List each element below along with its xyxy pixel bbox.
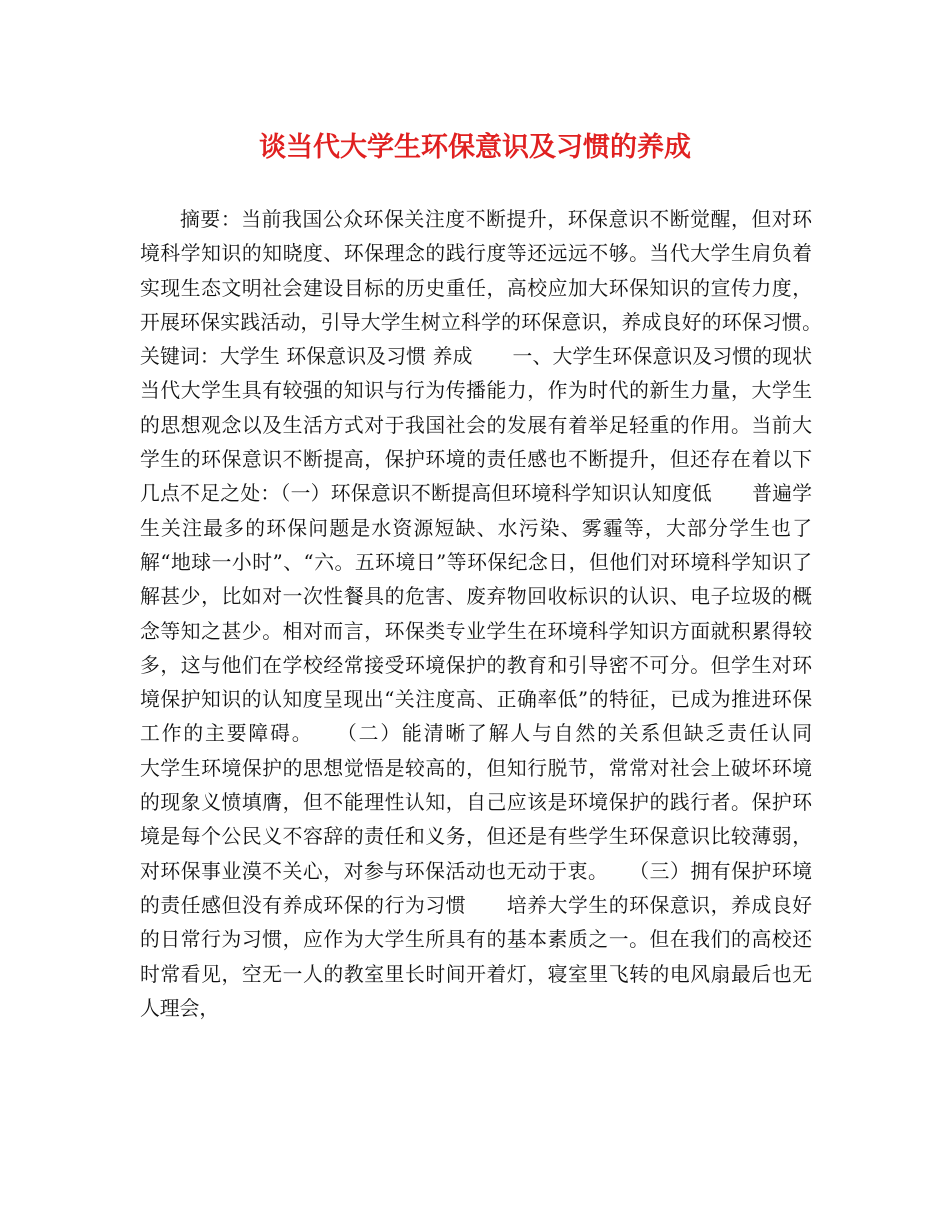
document-body: 摘要：当前我国公众环保关注度不断提升，环保意识不断觉醒，但对环境科学知识的知晓度、环保理念的践行度等还远远不够。当代大学生肩负着实现生态文明社会建设目标的历史重任，高校应加大环保知识的宣传力度，开展环保实践活动，引导大学生树立科学的环保意识，养成良好的环保习惯。 关键词：大学生 环保意识及习惯 养成 一、大学生环保意识及习惯的现状 当代大学生具有较强的知识与行为传播能力，作为时代的新生力量，大学生的思想观念以及生活方式对于我国社会的发展有着举足轻重的作用。当前大学生的环保意识不断提高，保护环境的责任感也不断提升，但还存在着以下几点不足之处：（一）环保意识不断提高但环境科学知识认知度低 普遍学生关注最多的环保问题是水资源短缺、水污染、雾霾等，大部分学生也了解“地球一小时”、“六。五环境日”等环保纪念日，但他们对环境科学知识了解甚少，比如对一次性餐具的危害、废弃物回收标识的认识、电子垃圾的概念等知之甚少。相对而言，环保类专业学生在环境科学知识方面就积累得较多，这与他们在学校经常接受环境保护的教育和引导密不可分。但学生对环境保护知识的认知度呈现出“关注度高、正确率低”的特征，已成为推进环保工作的主要障碍。 （二）能清晰了解人与自然的关系但缺乏责任认同 大学生环境保护的思想觉悟是较高的，但知行脱节，常常对社会上破坏环境的现象义愤填膺，但不能理性认知，自己应该是环境保护的践行者。保护环境是每个公民义不容辞的责任和义务，但还是有些学生环保意识比较薄弱，对环保事业漠不关心，对参与环保活动也无动于衷。 （三）拥有保护环境的责任感但没有养成环保的行为习惯 培养大学生的环保意识，养成良好的日常行为习惯，应作为大学生所具有的基本素质之一。但在我们的高校还时常看见，空无一人的教室里长时间开着灯，寝室里飞转的电风扇最后也无人理会，: [140, 208, 852, 1020]
document-title: 谈当代大学生环保意识及习惯的养成: [259, 132, 691, 163]
